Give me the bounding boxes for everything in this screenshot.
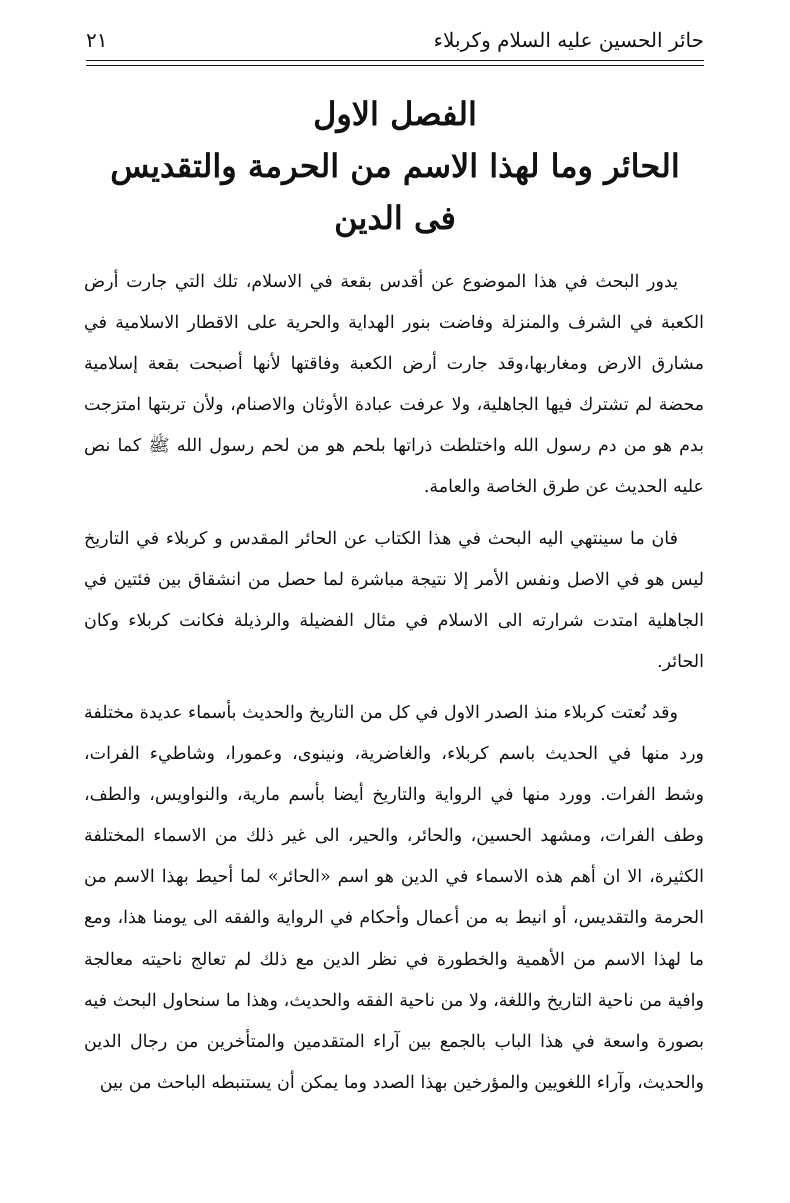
page-header	[86, 26, 704, 56]
paragraph: فان ما سينتهي اليه البحث في هذا الكتاب عن الحائر المقدس و كربلاء في التاريخ ليس هو في الاصل ونفس الأمر إلا نتيجة مباشرة لما حصل من انشقاق بين فئتين في الجاهلية امتدت شرارته الى الاسلام في مثال الفضيلة والرذيلة فكانت كربلاء وكان الحائر.	[84, 528, 704, 672]
paragraph: وقد نُعتت كربلاء منذ الصدر الاول في كل من التاريخ والحديث بأسماء عديدة مختلفة ورد منها في الحديث باسم كربلاء، والغاضرية، ونينوى، وعمورا، وشاطيء الفرات، وشط الفرات. وورد منها في الرواية والتاريخ أيضا بأسم مارية، والنواويس، والطف، وطف الفرات، ومشهد الحسين، والحائر، والحير، الى غير ذلك من الاسماء المختلفة الكثيرة، الا ان أهم هذه الاسماء في الدين هو اسم «الحائر» لما أحيط بهذا الاسم من الحرمة والتقديس، أو انيط به من أعمال وأحكام في الرواية والفقه الى يومنا هذا، ومع ما لهذا الاسم من الأهمية والخطورة في نظر الدين مع ذلك لم تعالج ناحيته معالجة وافية من ناحية التاريخ واللغة، ولا من ناحية الفقه والحديث، وهذا ما سنحاول البحث فيه بصورة واسعة في هذا الباب بالجمع بين آراء المتقدمين والمتأخرين من رجال الدين والحديث، وآراء اللغويين والمؤرخين بهذا الصدد وما يمكن أن يستنبطه الباحث من بين	[84, 702, 704, 1093]
chapter-subtitle-line-2: فى الدين	[334, 199, 456, 237]
header-rule-top	[86, 60, 704, 61]
header-rule-bottom	[86, 65, 704, 66]
body-text	[84, 262, 704, 1104]
page-number: ٢١	[86, 28, 108, 52]
chapter-title: الفصل الاول	[313, 95, 477, 133]
chapter-heading	[86, 88, 704, 244]
running-title: حائر الحسين عليه السلام وكربلاء	[433, 28, 704, 52]
chapter-subtitle-line-1: الحائر وما لهذا الاسم من الحرمة والتقديس	[110, 147, 680, 185]
paragraph: يدور البحث في هذا الموضوع عن أقدس بقعة في الاسلام، تلك التي جارت أرض الكعبة في الشرف والمنزلة وفاضت بنور الهداية والحرية على الاقطار الاسلامية في مشارق الارض ومغاربها،وقد جارت أرض الكعبة وفاقتها لأنها أصبحت بقعة إسلامية محضة لم تشترك فيها الجاهلية، ولا عرفت عبادة الأوثان والاصنام، ولأن تربتها امتزجت بدم هو من دم رسول الله واختلطت ذراتها بلحم هو من لحم رسول الله ﷺ كما نص عليه الحديث عن طرق الخاصة والعامة.	[84, 272, 704, 498]
